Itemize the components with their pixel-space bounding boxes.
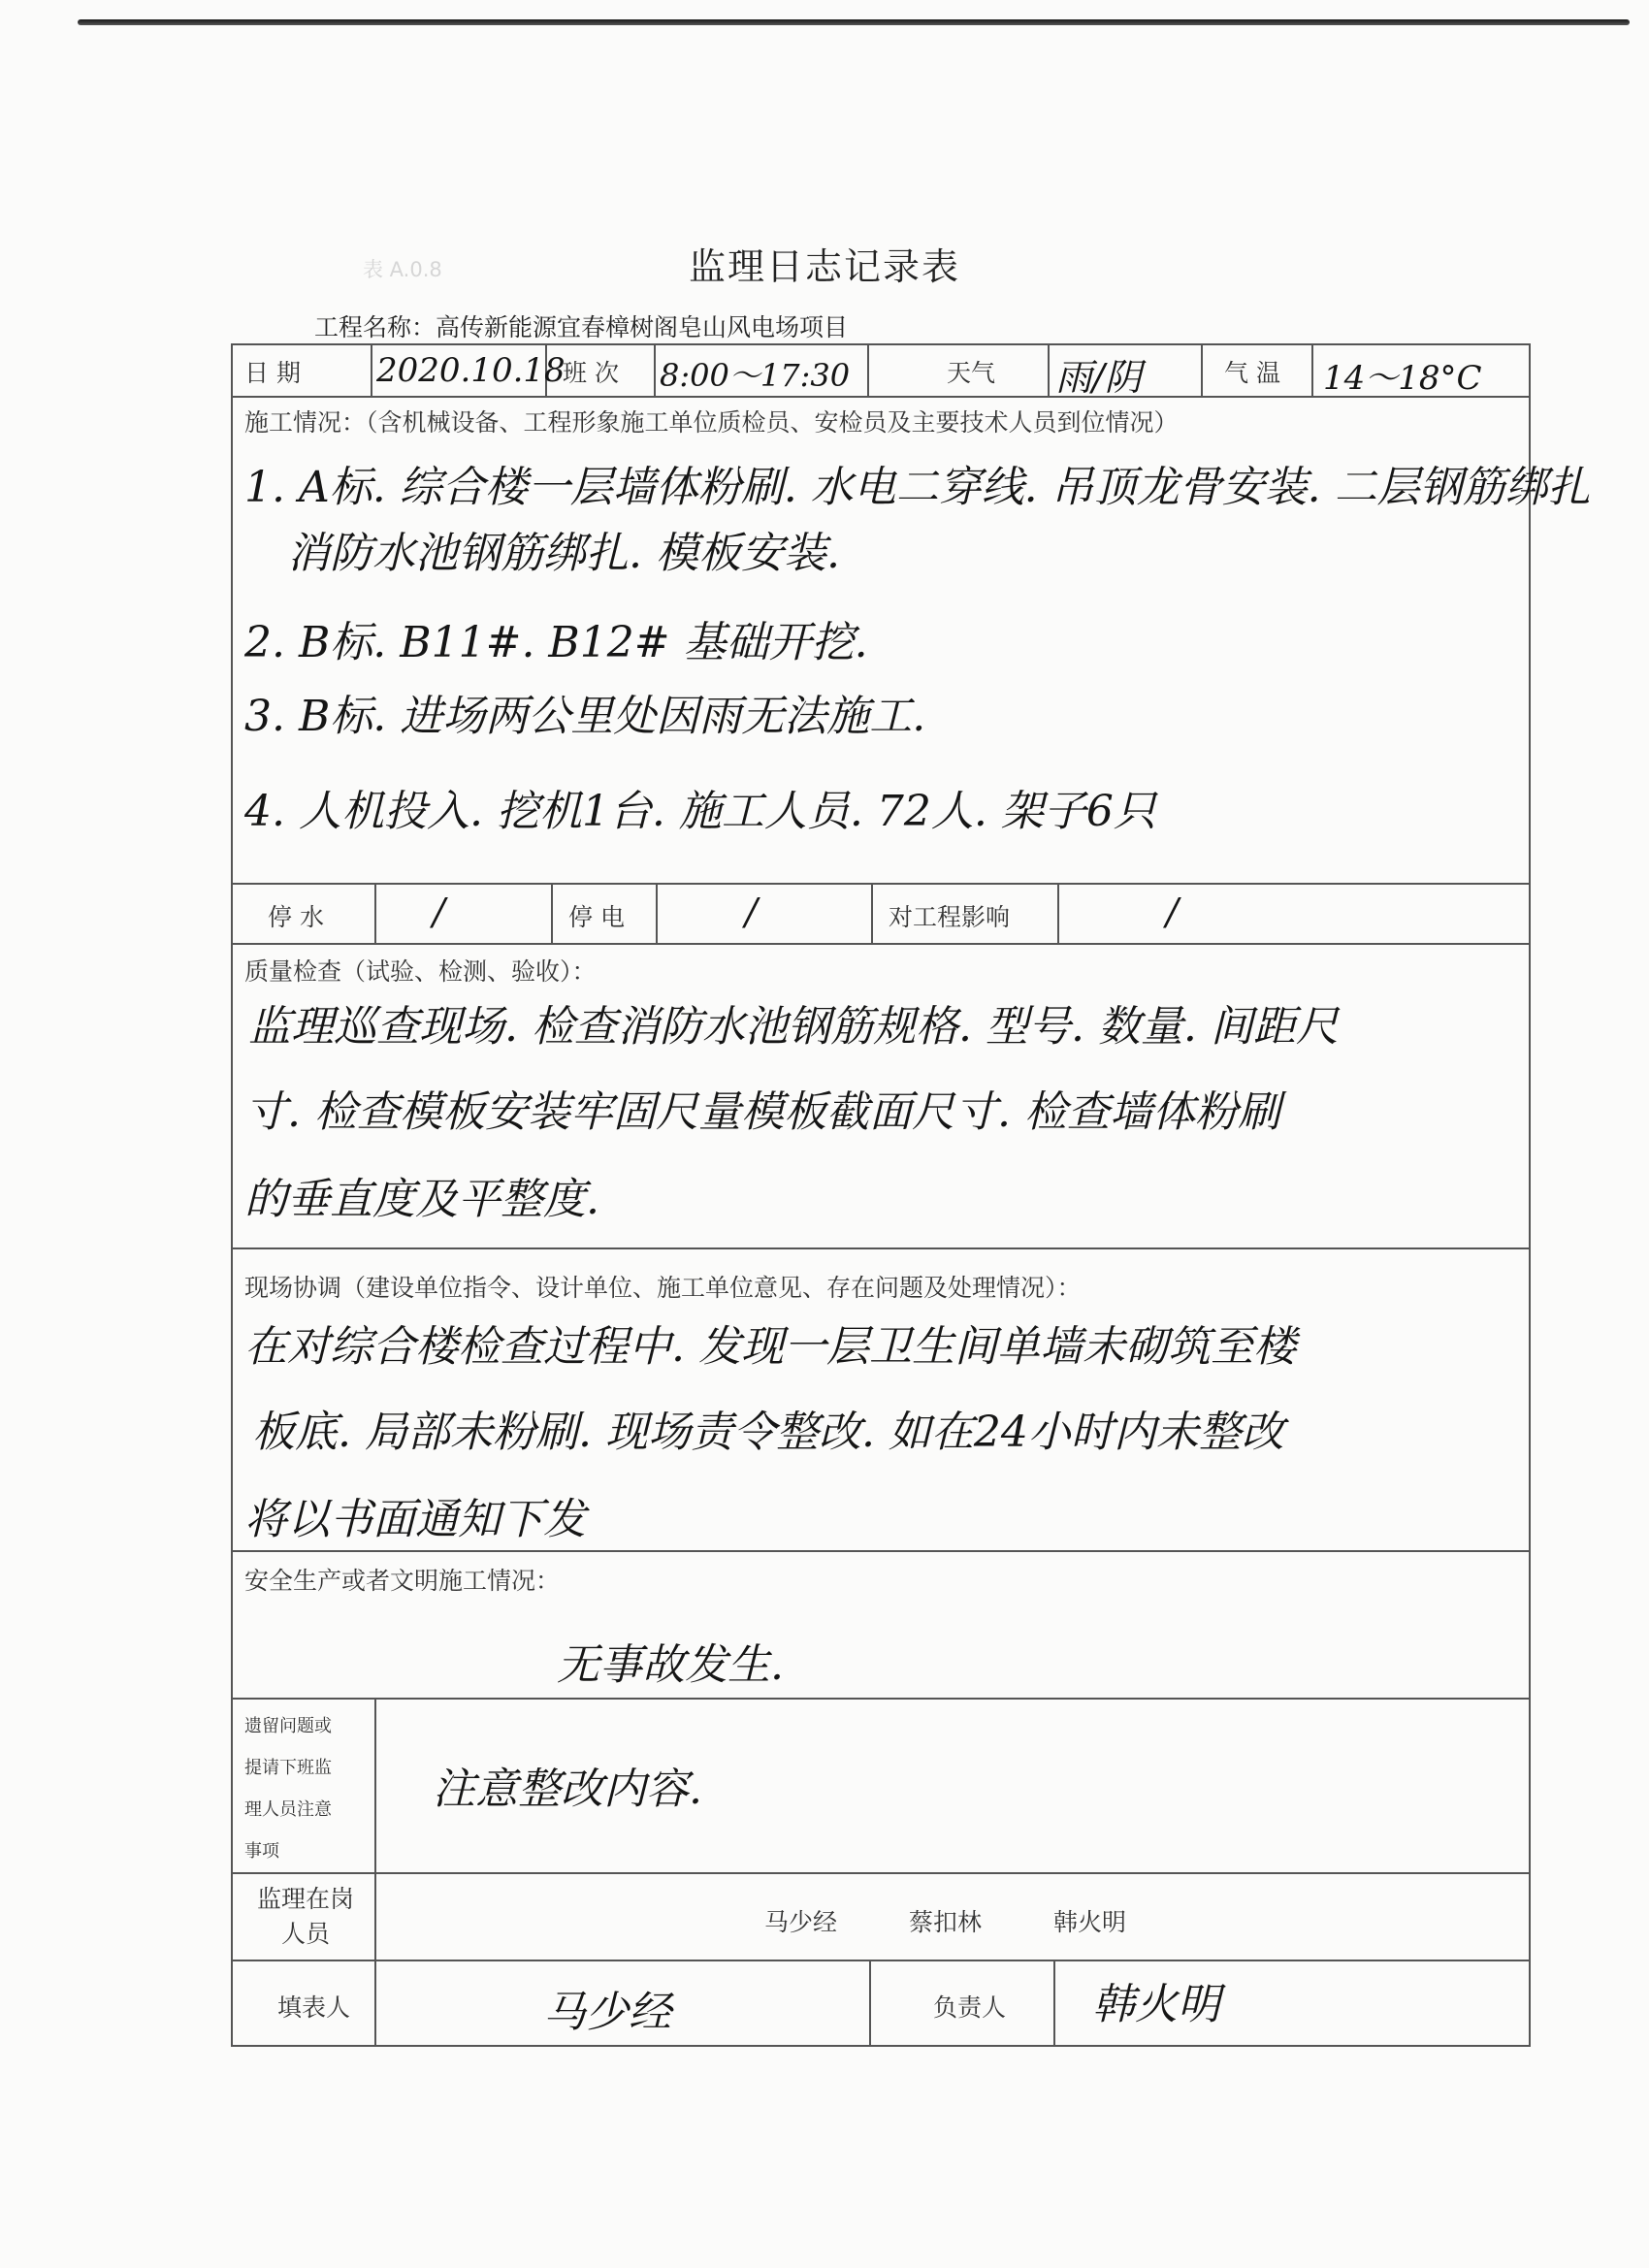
shift-value: 8:00～17:30 <box>660 357 851 394</box>
staff-label-line-2: 人员 <box>280 1920 330 1948</box>
weather-label: 天气 <box>947 359 996 387</box>
filler-label: 填表人 <box>277 1993 351 2022</box>
rule-outage <box>231 943 1531 945</box>
project-name: 工程名称：高传新能源宜春樟树阁皂山风电场项目 <box>314 313 849 341</box>
divider-shift-value <box>867 343 869 398</box>
table-border-right <box>1529 343 1531 2047</box>
rule-remaining <box>231 1872 1531 1874</box>
responsible-signature: 韩火明 <box>1092 1980 1220 2029</box>
divider-impact <box>1057 883 1059 945</box>
table-border-top <box>231 343 1531 345</box>
scan-edge <box>78 19 1630 25</box>
coordination-label: 现场协调（建设单位指令、设计单位、施工单位意见、存在问题及处理情况）： <box>244 1274 1082 1302</box>
divider-date <box>371 343 372 398</box>
construction-label: 施工情况：（含机械设备、工程形象施工单位质检员、安检员及主要技术人员到位情况） <box>244 408 1179 437</box>
date-value: 2020.10.18 <box>376 351 566 390</box>
construction-line-2: 消防水池钢筋绑扎. 模板安装. <box>287 529 840 578</box>
divider-power-value <box>871 883 873 945</box>
construction-line-4: 3. B标. 进场两公里处因雨无法施工. <box>244 692 926 741</box>
staff-name-3: 韩火明 <box>1052 1908 1126 1936</box>
table-border-bottom <box>231 2045 1531 2047</box>
quality-line-3: 的垂直度及平整度. <box>244 1175 599 1224</box>
remaining-label <box>244 1705 351 1872</box>
divider-filler <box>374 1960 376 2047</box>
divider-shift <box>654 343 656 398</box>
ghost-form-code: 表 A.0.8 <box>363 258 442 281</box>
water-label: 停 水 <box>268 903 324 931</box>
staff-label-line-1: 监理在岗 <box>256 1885 354 1913</box>
temp-value: 14～18°C <box>1323 359 1482 398</box>
staff-label <box>248 1882 363 1952</box>
remaining-label-line-3: 理人员注意 <box>244 1799 332 1820</box>
safety-value: 无事故发生. <box>557 1640 784 1690</box>
coordination-line-3: 将以书面通知下发 <box>244 1495 586 1544</box>
remaining-label-line-4: 事项 <box>244 1841 279 1862</box>
weather-value: 雨/阴 <box>1055 356 1142 399</box>
table-border-left <box>231 343 233 2047</box>
rule-staff <box>231 1960 1531 1961</box>
divider-power <box>656 883 658 945</box>
construction-line-1: 1. A标. 综合楼一层墙体粉刷. 水电二穿线. 吊顶龙骨安装. 二层钢筋绑扎 <box>244 463 1591 512</box>
remaining-label-line-1: 遗留问题或 <box>244 1716 332 1736</box>
rule-construction <box>231 883 1531 885</box>
temp-label: 气 温 <box>1224 359 1280 387</box>
power-label: 停 电 <box>568 903 625 931</box>
divider-temp <box>1311 343 1313 398</box>
responsible-label: 负责人 <box>933 1993 1007 2022</box>
form-title: 监理日志记录表 <box>688 245 960 288</box>
rule-safety <box>231 1698 1531 1700</box>
staff-name-2: 蔡扣林 <box>908 1908 982 1936</box>
construction-line-5: 4. 人机投入. 挖机1台. 施工人员. 72人. 架子6只 <box>244 787 1156 836</box>
remaining-value: 注意整改内容. <box>433 1765 702 1814</box>
remaining-label-line-2: 提请下班监 <box>244 1758 332 1778</box>
construction-line-3: 2. B标. B11#. B12# 基础开挖. <box>244 618 868 667</box>
quality-line-2: 寸. 检查模板安装牢固尺量模板截面尺寸. 检查墙体粉刷 <box>244 1087 1280 1137</box>
quality-label: 质量检查（试验、检测、验收）： <box>244 957 597 986</box>
rule-quality <box>231 1247 1531 1249</box>
rule-coordination <box>231 1550 1531 1552</box>
safety-label: 安全生产或者文明施工情况： <box>244 1567 561 1595</box>
quality-line-1: 监理巡查现场. 检查消防水池钢筋规格. 型号. 数量. 间距尺 <box>248 1002 1339 1052</box>
water-value: / <box>433 891 445 933</box>
staff-name-1: 马少经 <box>764 1908 838 1936</box>
shift-label: 班 次 <box>563 359 619 387</box>
divider-water-value <box>551 883 553 945</box>
coordination-line-2: 板底. 局部未粉刷. 现场责令整改. 如在24小时内未整改 <box>252 1408 1284 1457</box>
staff-names <box>764 1903 1190 1938</box>
date-label: 日 期 <box>244 359 301 387</box>
impact-label: 对工程影响 <box>889 903 1011 931</box>
divider-responsible <box>1053 1960 1055 2047</box>
filler-signature: 马少经 <box>543 1988 671 2037</box>
coordination-line-1: 在对综合楼检查过程中. 发现一层卫生间单墙未砌筑至楼 <box>244 1322 1296 1372</box>
impact-value: / <box>1166 891 1179 933</box>
divider-filler-value <box>869 1960 871 2047</box>
divider-remaining <box>374 1698 376 1961</box>
divider-water <box>374 883 376 945</box>
power-value: / <box>745 891 758 933</box>
divider-weather <box>1048 343 1050 398</box>
divider-weather-value <box>1201 343 1203 398</box>
